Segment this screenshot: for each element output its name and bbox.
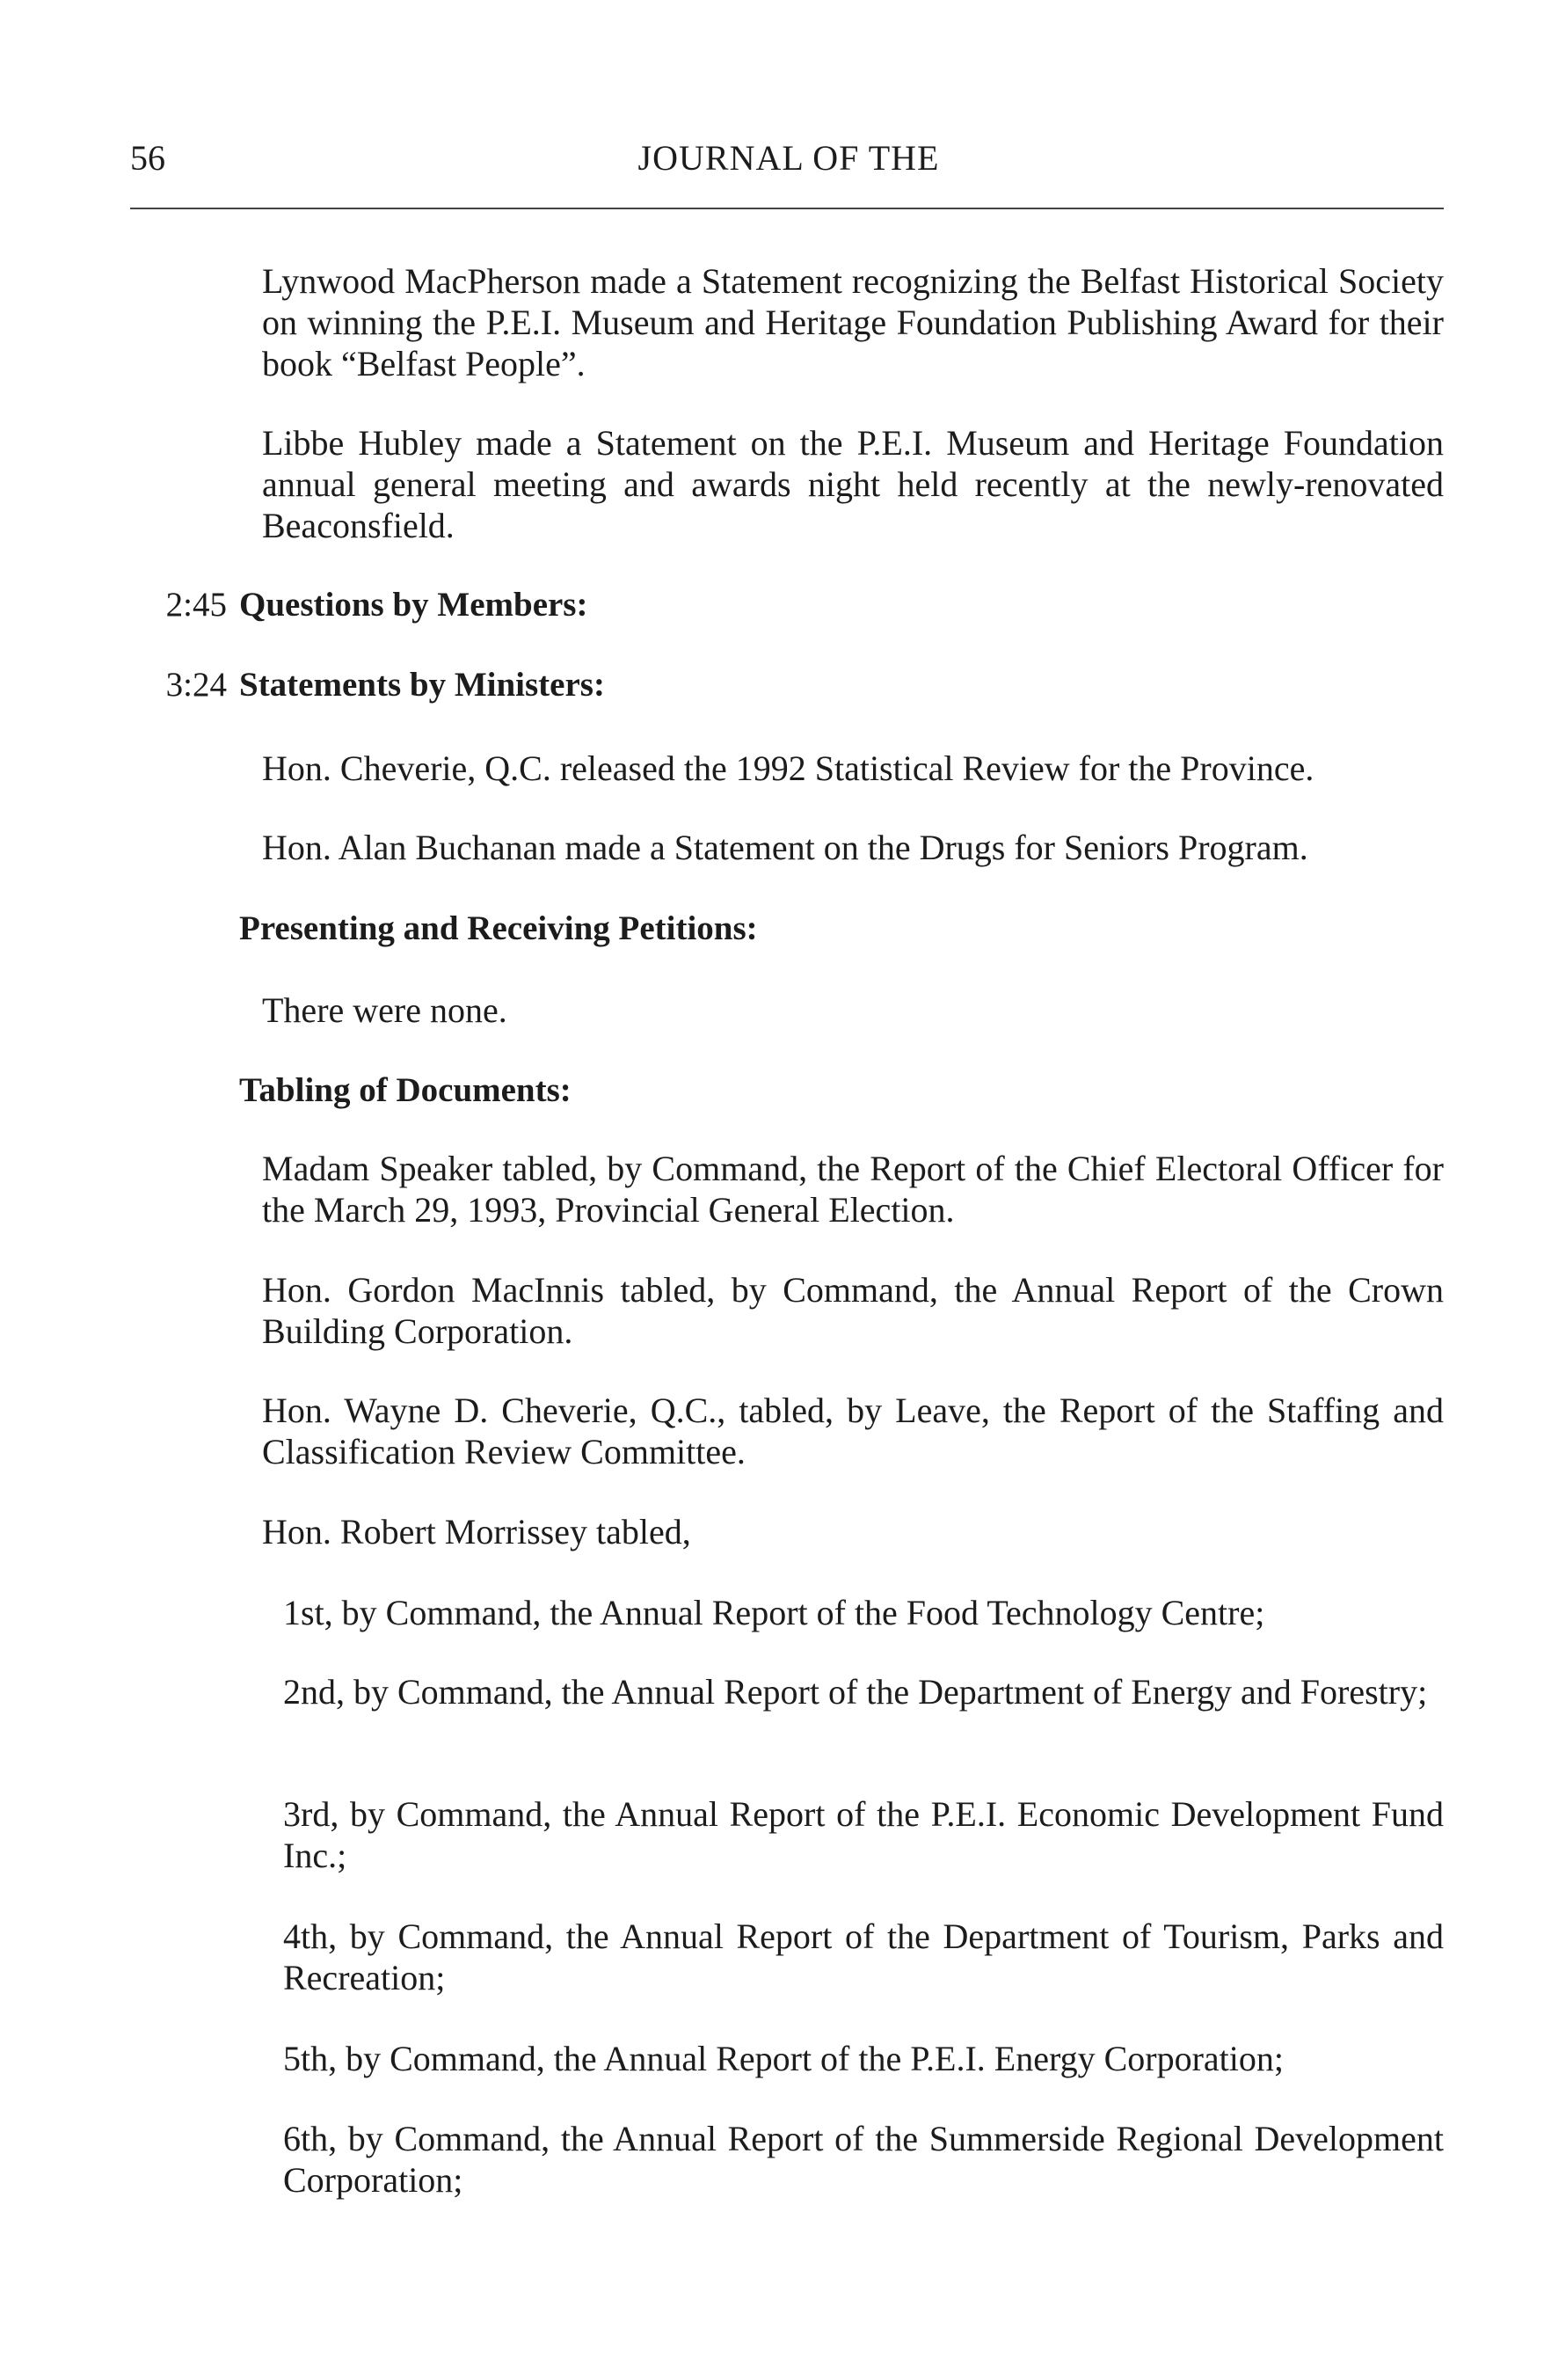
document-item: Madam Speaker tabled, by Command, the Report of the Chief Electoral Officer for the March 29, 1993, Provincial General Election. — [262, 1149, 1444, 1230]
document-item: Hon. Wayne D. Cheverie, Q.C., tabled, by Leave, the Report of the Staffing and Classification Review Committee. — [262, 1391, 1444, 1471]
document-item: Hon. Gordon MacInnis tabled, by Command, the Annual Report of the Crown Building Corporation. — [262, 1270, 1444, 1351]
statement-paragraph: Lynwood MacPherson made a Statement recognizing the Belfast Historical Society on winning the P.E.I. Museum and Heritage Foundation Publishing Award for their book “Belfast People”. — [262, 261, 1444, 383]
document-subitem: 6th, by Command, the Annual Report of the Summerside Regional Development Corporation; — [283, 2119, 1444, 2200]
document-subitem: 5th, by Command, the Annual Report of the P.E.I. Energy Corporation; — [283, 2039, 1285, 2078]
statement-paragraph: Libbe Hubley made a Statement on the P.E.I. Museum and Heritage Foundation annual general meeting and awards night held recently at the newly-renovated Beaconsfield. — [262, 423, 1444, 545]
section-heading-questions: Questions by Members: — [239, 586, 588, 624]
section-heading-petitions: Presenting and Receiving Petitions: — [239, 909, 758, 947]
minister-statement: Hon. Alan Buchanan made a Statement on the Drugs for Seniors Program. — [262, 828, 1308, 867]
page-number: 56 — [130, 138, 165, 178]
section-heading-documents: Tabling of Documents: — [239, 1071, 572, 1109]
section-heading-ministers: Statements by Ministers: — [239, 666, 605, 704]
document-subitem: 4th, by Command, the Annual Report of the Department of Tourism, Parks and Recreation; — [283, 1916, 1444, 1997]
page-header — [0, 132, 1551, 185]
time-stamp: 2:45 — [165, 586, 227, 624]
document-subitem: 2nd, by Command, the Annual Report of the Department of Energy and Forestry; — [283, 1672, 1428, 1712]
petitions-text: There were none. — [262, 990, 507, 1030]
document-item: Hon. Robert Morrissey tabled, — [262, 1512, 691, 1551]
document-subitem: 3rd, by Command, the Annual Report of the P.E.I. Economic Development Fund Inc.; — [283, 1794, 1444, 1875]
document-subitem: 1st, by Command, the Annual Report of the Food Technology Centre; — [283, 1593, 1265, 1632]
running-head: JOURNAL OF THE — [637, 138, 940, 178]
minister-statement: Hon. Cheverie, Q.C. released the 1992 Statistical Review for the Province. — [262, 748, 1314, 788]
header-rule — [130, 208, 1444, 209]
time-stamp: 3:24 — [165, 666, 227, 704]
